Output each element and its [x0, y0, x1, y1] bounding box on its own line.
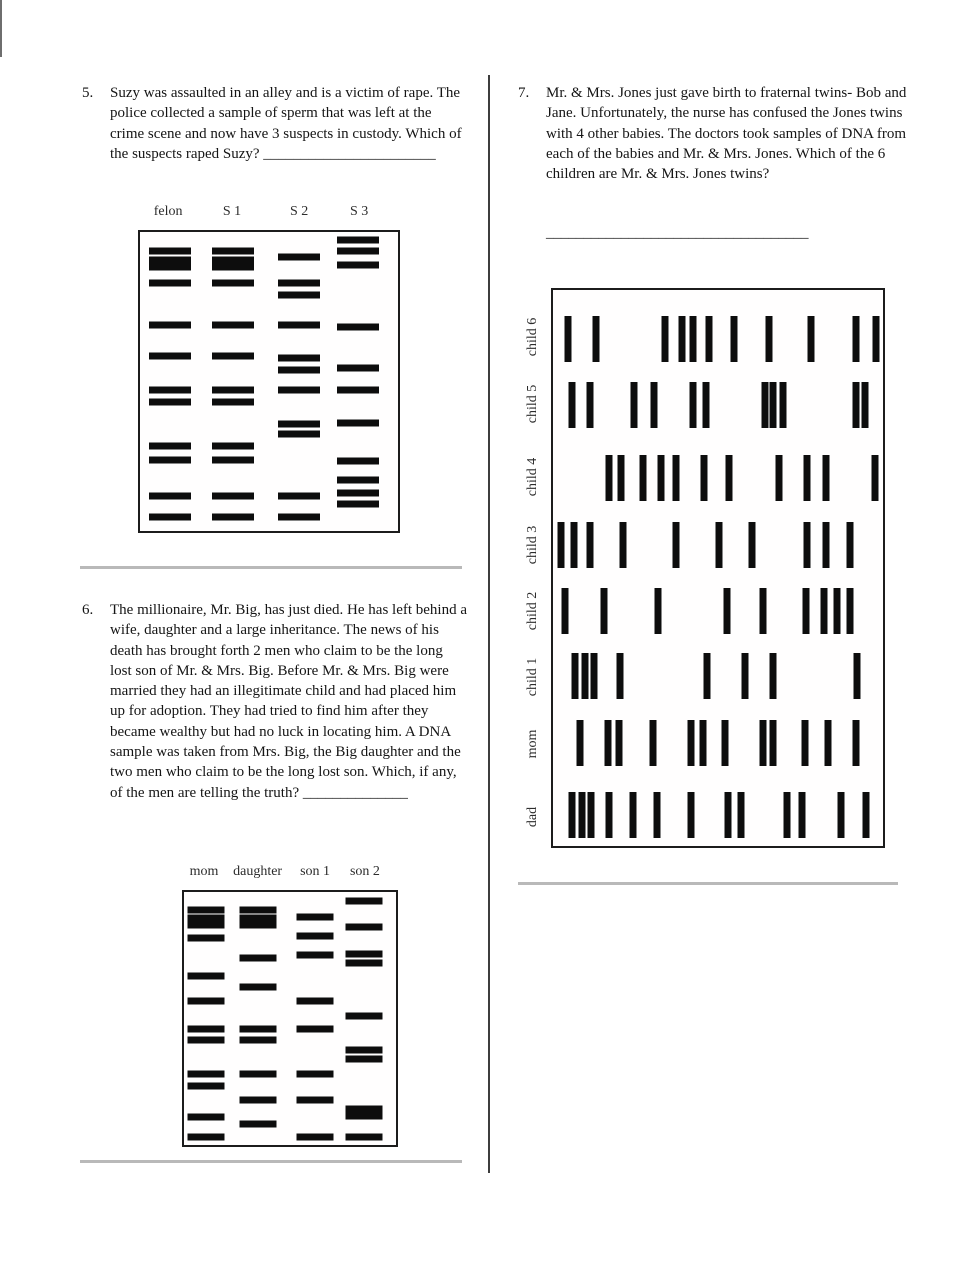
dna-band [570, 522, 577, 568]
dna-band [212, 321, 254, 328]
dna-band [679, 316, 686, 362]
question-7-body: Mr. & Mrs. Jones just gave birth to fraternal twins- Bob and Jane. Unfortunately, the nurse has confused the Jones twins with 4 other babies. The doctors took samples of DNA from each of the babies and Mr. & Mrs. Jones. Which of the 6 children are Mr. & Mrs. Jones twins? [546, 85, 907, 183]
dna-band [240, 906, 277, 913]
lane-label-mom: mom [189, 864, 219, 879]
dna-band [700, 720, 707, 766]
dna-band [337, 501, 379, 508]
dna-band [278, 430, 320, 437]
lane-label-S-1: S 1 [222, 204, 242, 219]
dna-band [759, 720, 766, 766]
dna-band [780, 382, 787, 428]
dna-band [149, 492, 191, 499]
dna-band [688, 792, 695, 838]
dna-band [606, 792, 613, 838]
dna-band [240, 922, 277, 929]
dna-band [212, 279, 254, 286]
dna-band [704, 653, 711, 699]
dna-band [770, 382, 777, 428]
dna-band [345, 1012, 382, 1019]
answer-blank-q7: ___________________________________ [546, 225, 809, 241]
dna-band [149, 247, 191, 254]
dna-band [618, 455, 625, 501]
question-5-number: 5. [82, 85, 94, 101]
dna-band [617, 653, 624, 699]
dna-band [822, 522, 829, 568]
dna-band [688, 720, 695, 766]
lane-label-S-3: S 3 [349, 204, 369, 219]
dna-band [337, 420, 379, 427]
dna-band [631, 382, 638, 428]
twins-gel-frame [551, 288, 885, 848]
section-rule-under-q7 [518, 882, 898, 885]
dna-band [345, 950, 382, 957]
scan-edge-artifact [0, 0, 2, 57]
question-7 [518, 83, 910, 184]
dna-band [847, 588, 854, 634]
paternity-gel-diagram [182, 864, 398, 1147]
dna-band [212, 264, 254, 271]
twins-gel-lane-labels [518, 288, 548, 848]
dna-band [278, 355, 320, 362]
dna-band [715, 522, 722, 568]
dna-band [149, 321, 191, 328]
dna-band [803, 455, 810, 501]
question-7-text [518, 83, 910, 184]
dna-band [654, 588, 661, 634]
dna-band [834, 588, 841, 634]
dna-band [187, 1036, 224, 1043]
dna-band [212, 398, 254, 405]
dna-band [571, 653, 578, 699]
dna-band [278, 254, 320, 261]
dna-band [673, 455, 680, 501]
dna-band [278, 321, 320, 328]
dna-band [592, 316, 599, 362]
section-rule-under-q5 [80, 566, 462, 569]
dna-band [240, 1071, 277, 1078]
dna-band [721, 720, 728, 766]
dna-band [240, 1025, 277, 1032]
dna-band [337, 489, 379, 496]
dna-band [586, 382, 593, 428]
dna-band [590, 653, 597, 699]
lane-label-child-3: child 3 [525, 525, 540, 565]
dna-band [578, 792, 585, 838]
question-5-body: Suzy was assaulted in an alley and is a victim of rape. The police collected a sample of sperm that was left at the crime scene and now have 3 suspects in custody. Which of the suspects raped Suzy? [110, 85, 462, 162]
dna-band [730, 316, 737, 362]
dna-band [240, 1096, 277, 1103]
dna-band [741, 653, 748, 699]
dna-band [568, 792, 575, 838]
dna-band [803, 522, 810, 568]
dna-band [587, 792, 594, 838]
dna-band [345, 1105, 382, 1112]
dna-band [149, 264, 191, 271]
dna-band [703, 382, 710, 428]
paternity-gel-lane-labels [182, 862, 398, 888]
dna-band [212, 386, 254, 393]
dna-band [568, 382, 575, 428]
dna-band [278, 492, 320, 499]
dna-band [296, 998, 333, 1005]
dna-band [187, 1114, 224, 1121]
lane-label-child-6: child 6 [525, 317, 540, 357]
suspect-gel-lane-labels [138, 202, 400, 228]
dna-band [149, 256, 191, 263]
question-6 [82, 600, 468, 803]
dna-band [345, 1134, 382, 1141]
dna-band [784, 792, 791, 838]
dna-band [296, 1096, 333, 1103]
dna-band [240, 1036, 277, 1043]
dna-band [278, 514, 320, 521]
question-5-text [82, 83, 466, 164]
dna-band [187, 935, 224, 942]
dna-band [187, 1083, 224, 1090]
dna-band [345, 1047, 382, 1054]
dna-band [723, 588, 730, 634]
dna-band [586, 522, 593, 568]
question-6-body: The millionaire, Mr. Big, has just died. He has left behind a wife, daughter and a large inheritance. The news of his death has brought forth 2 men who claim to be the long lost son of Mr. & Mrs. Big. Before Mr. & Mrs. Big were married they had an illegitimate child and had placed him up for adoption. They had tried to find him after they became wealthy but had no luck in locating him. A DNA sample was taken from Mrs. Big, the Big daughter and the two men who claim to be the long lost son. Which, if any, of the men are telling the truth? [110, 602, 468, 801]
dna-band [337, 236, 379, 243]
paternity-gel-frame [182, 890, 398, 1147]
dna-band [838, 792, 845, 838]
dna-band [853, 316, 860, 362]
lane-label-child-2: child 2 [525, 591, 540, 631]
dna-band [345, 924, 382, 931]
dna-band [337, 262, 379, 269]
question-6-text [82, 600, 468, 803]
question-7-number: 7. [518, 85, 530, 101]
dna-band [601, 588, 608, 634]
dna-band [661, 316, 668, 362]
dna-band [802, 588, 809, 634]
dna-band [853, 720, 860, 766]
dna-band [278, 386, 320, 393]
dna-band [149, 456, 191, 463]
dna-band [337, 365, 379, 372]
dna-band [801, 720, 808, 766]
dna-band [820, 588, 827, 634]
dna-band [212, 492, 254, 499]
dna-band [847, 522, 854, 568]
dna-band [240, 983, 277, 990]
lane-label-child-1: child 1 [525, 657, 540, 697]
dna-band [296, 1025, 333, 1032]
dna-band [278, 420, 320, 427]
dna-band [212, 514, 254, 521]
lane-label-mom: mom [525, 729, 540, 759]
dna-band [822, 455, 829, 501]
twins-gel-diagram [525, 288, 885, 848]
dna-band [564, 316, 571, 362]
dna-band [872, 455, 879, 501]
dna-band [653, 792, 660, 838]
dna-band [187, 1025, 224, 1032]
dna-band [278, 291, 320, 298]
lane-label-dad: dad [525, 807, 540, 828]
dna-band [766, 316, 773, 362]
dna-band [149, 279, 191, 286]
dna-band [212, 247, 254, 254]
dna-band [724, 792, 731, 838]
dna-band [337, 386, 379, 393]
dna-band [345, 1112, 382, 1119]
dna-band [737, 792, 744, 838]
dna-band [187, 922, 224, 929]
dna-band [187, 998, 224, 1005]
dna-band [345, 959, 382, 966]
dna-band [873, 316, 880, 362]
dna-band [212, 442, 254, 449]
dna-band [673, 522, 680, 568]
dna-band [337, 247, 379, 254]
dna-band [187, 906, 224, 913]
dna-band [650, 382, 657, 428]
dna-band [576, 720, 583, 766]
dna-band [240, 914, 277, 921]
dna-band [824, 720, 831, 766]
dna-band [581, 653, 588, 699]
dna-band [149, 353, 191, 360]
dna-band [345, 1056, 382, 1063]
lane-label-child-5: child 5 [525, 384, 540, 424]
dna-band [770, 653, 777, 699]
answer-blank-q5: _______________________ [263, 145, 436, 162]
dna-band [557, 522, 564, 568]
dna-band [761, 382, 768, 428]
dna-band [149, 442, 191, 449]
dna-band [620, 522, 627, 568]
dna-band [690, 382, 697, 428]
question-5 [82, 83, 466, 164]
dna-band [345, 897, 382, 904]
section-rule-under-q6 [80, 1160, 462, 1163]
dna-band [852, 382, 859, 428]
dna-band [863, 792, 870, 838]
answer-blank-q6: ______________ [302, 784, 408, 801]
lane-label-son-1: son 1 [300, 864, 331, 879]
dna-band [649, 720, 656, 766]
dna-band [296, 913, 333, 920]
dna-band [187, 1134, 224, 1141]
suspect-gel-diagram [138, 204, 400, 533]
dna-band [605, 720, 612, 766]
dna-band [278, 367, 320, 374]
suspect-gel-frame [138, 230, 400, 533]
dna-band [616, 720, 623, 766]
dna-band [240, 1121, 277, 1128]
dna-band [759, 588, 766, 634]
dna-band [296, 951, 333, 958]
dna-band [296, 1071, 333, 1078]
dna-band [690, 316, 697, 362]
lane-label-felon: felon [153, 204, 183, 219]
dna-band [337, 324, 379, 331]
lane-label-S-2: S 2 [289, 204, 309, 219]
dna-band [337, 477, 379, 484]
dna-band [149, 514, 191, 521]
dna-band [606, 455, 613, 501]
dna-band [187, 972, 224, 979]
dna-band [862, 382, 869, 428]
question-6-number: 6. [82, 602, 94, 618]
dna-band [657, 455, 664, 501]
dna-band [296, 933, 333, 940]
dna-band [296, 1134, 333, 1141]
dna-band [187, 914, 224, 921]
dna-band [149, 386, 191, 393]
lane-label-son-2: son 2 [349, 864, 380, 879]
column-divider [488, 75, 490, 1173]
dna-band [807, 316, 814, 362]
dna-band [561, 588, 568, 634]
dna-band [854, 653, 861, 699]
dna-band [212, 256, 254, 263]
lane-label-child-4: child 4 [525, 458, 540, 497]
dna-band [798, 792, 805, 838]
dna-band [149, 398, 191, 405]
dna-band [240, 955, 277, 962]
dna-band [630, 792, 637, 838]
dna-band [776, 455, 783, 501]
dna-band [212, 456, 254, 463]
dna-band [639, 455, 646, 501]
dna-band [212, 353, 254, 360]
dna-band [278, 279, 320, 286]
dna-band [187, 1071, 224, 1078]
dna-band [770, 720, 777, 766]
dna-band [725, 455, 732, 501]
dna-band [748, 522, 755, 568]
dna-band [337, 458, 379, 465]
lane-label-daughter: daughter [233, 864, 283, 879]
dna-band [706, 316, 713, 362]
dna-band [701, 455, 708, 501]
